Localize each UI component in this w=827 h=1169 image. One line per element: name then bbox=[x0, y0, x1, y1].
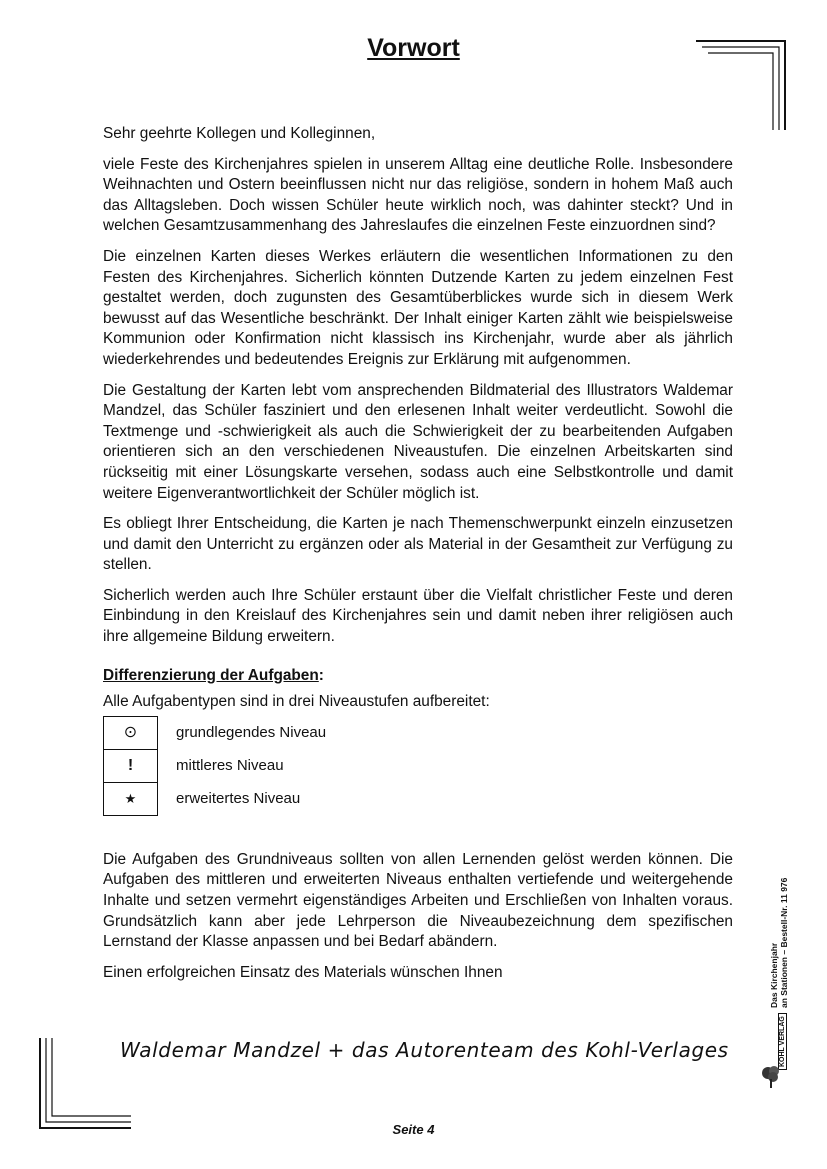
page-number: Seite 4 bbox=[392, 1122, 435, 1137]
signature: Waldemar Mandzel + das Autorenteam des Kohl-Verlages bbox=[120, 1038, 729, 1062]
side-imprint-line: an Stationen – Bestell-Nr. 11 976 bbox=[779, 877, 789, 1008]
side-imprint bbox=[769, 878, 789, 1008]
heading-colon: : bbox=[318, 666, 324, 684]
side-imprint-line: Das Kirchenjahr bbox=[769, 942, 779, 1008]
paragraph: Es obliegt Ihrer Entscheidung, die Karten je nach Themenschwerpunkt einzeln einzusetzen und damit den Unterricht zu ergänzen oder als Material in der Gesamtheit zur Verfügung zu stellen. bbox=[103, 515, 733, 574]
paragraph: Die Gestaltung der Karten lebt vom ansprechenden Bildmaterial des Illustrators Waldemar Mandzel, das Schüler fasziniert und den erlesenen Inhalt weiter verdeutlicht. Sowohl die Textmenge und -schwierigkeit als auch die Schwierigkeit der zu bearbeitenden Aufgaben orientieren sich an den verschiedenen Niveaustufen. Die einzelnen Arbeitskarten sind rückseitig mit einer Lösungskarte versehen, sodass auch eine Selbstkontrolle und damit weitere Eigenverantwortlichkeit der Schüler möglich ist. bbox=[103, 381, 733, 502]
paragraph: Die einzelnen Karten dieses Werkes erläutern die wesentlichen Informationen zu den Festen des Kirchenjahres. Sicherlich könnten Dutzende Karten zu jedem einzelnen Fest gestaltet werden, doch zugunsten des Gesamtüberblickes wurde sich in diesem Werk bewusst auf das Wesentliche beschränkt. Der Inhalt einiger Karten zählt wie beispielsweise Kommunion oder Konfirmation nicht klassisch ins Kirchenjahr, wurde aber als jährlich wiederkehrendes und bedeutendes Ereignis zur Erklärung mit aufgenommen. bbox=[103, 247, 733, 368]
level-label: grundlegendes Niveau bbox=[176, 723, 327, 741]
level-row bbox=[104, 782, 328, 815]
paragraph: viele Feste des Kirchenjahres spielen in unserem Alltag eine deutliche Rolle. Insbesondere Weihnachten und Ostern beeinflussen nicht nur das religiöse, sondern in hohem Maß auch das Alltagsleben. Doch wissen Schüler heute wirklich noch, was dahinter steckt? Und in welchen Gesamtzusammenhang des Jahreslaufes die einzelnen Feste einzuordnen sind? bbox=[103, 155, 733, 235]
level-row bbox=[104, 749, 328, 782]
salutation: Sehr geehrte Kollegen und Kolleginnen, bbox=[103, 125, 376, 142]
page-title: Vorwort bbox=[367, 34, 460, 62]
publisher-logo bbox=[760, 1018, 800, 1090]
advanced-level-icon: ★ bbox=[104, 782, 158, 815]
level-legend bbox=[103, 716, 328, 816]
level-label: mittleres Niveau bbox=[176, 756, 284, 774]
basic-level-icon: ⊙ bbox=[104, 716, 158, 749]
publisher-name: KOHL VERLAG bbox=[778, 1013, 787, 1070]
differentiation-section bbox=[103, 666, 733, 816]
paragraph: Die Aufgaben des Grundniveaus sollten von allen Lernenden gelöst werden können. Die Aufgaben des mittleren und erweiterten Niveaus enthalten vertiefende und weitergehende Inhalte und setzen vermehrt eigenständiges Arbeiten und Erschließen von Inhalten voraus. Grundsätzlich kann aber jede Lehrperson die Niveaubezeichnung dem spezifischen Lernstand der Klasse anpassen und bei Bedarf abändern. bbox=[103, 850, 733, 951]
differentiation-intro: Alle Aufgabentypen sind in drei Niveaustufen aufbereitet: bbox=[103, 693, 490, 711]
paragraph: Sicherlich werden auch Ihre Schüler erstaunt über die Vielfalt christlicher Feste und deren Einbindung in den Kreislauf des Kirchenjahres sein und damit neben ihrer religiösen auch ihre allgemeine Bildung erweitern. bbox=[103, 586, 733, 646]
medium-level-icon: ! bbox=[104, 749, 158, 782]
closing-line: Einen erfolgreichen Einsatz des Materials wünschen Ihnen bbox=[103, 963, 503, 981]
main-content bbox=[103, 124, 733, 993]
level-row bbox=[104, 716, 328, 749]
tree-icon bbox=[760, 1064, 782, 1090]
differentiation-heading: Differenzierung der Aufgaben bbox=[103, 666, 319, 684]
level-label: erweitertes Niveau bbox=[176, 789, 301, 807]
